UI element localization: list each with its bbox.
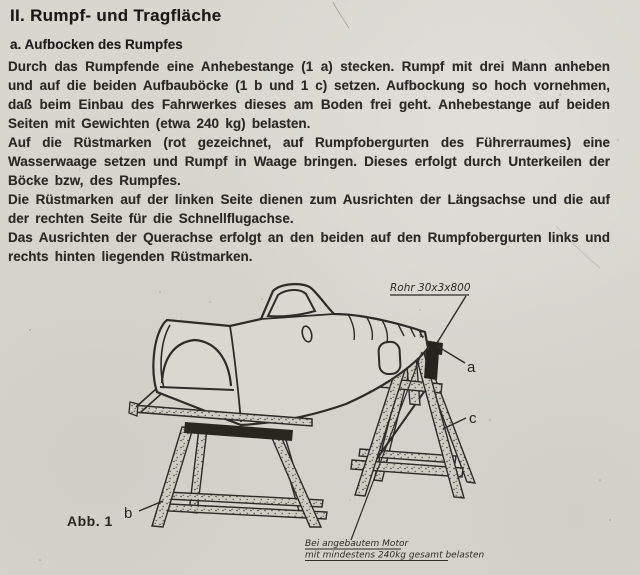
paragraph-3: Die Rüstmarken auf der linken Seite dienen zum Ausrichten der Längsachse und die auf der rechten Seite für die Schnellflugachse. [8,192,610,226]
load-note-line-2: mit mindestens 240kg gesamt belasten [305,550,485,561]
trestle-leg [415,352,464,498]
figure-caption: Abb. 1 [67,513,113,529]
tube-note-label: Rohr 30x3x800 [390,282,471,294]
skid-tip [129,402,138,416]
paragraph-2: Auf die Rüstmarken (rot gezeichnet, auf Rumpfobergurten des Führerraumes) eine Wasserwaage setzen und Rumpf in Waage bringen. Dieses erfolgt durch Unterkeilen der Böcke bzw, des Rumpfes. [8,135,610,188]
paragraph-1: Durch das Rumpfende eine Anhebestange (1 a) stecken. Rumpf mit drei Mann anheben und auf die beiden Aufbauböcke (1 b und 1 c) setzen. Aufbockung so hoch vornehmen, daß beim Einbau des Fahrwerkes dieses am Boden frei geht. Anhebestange auf beiden Seiten mit Gewichten (etwa 240 kg) belasten. [8,59,610,131]
load-note-line-1: Bei angebautem Motor [305,539,409,549]
paragraph-4: Das Ausrichten der Querachse erfolgt an den beiden auf den Rumpfobergurten links und rechts hinten liegenden Rüstmarken. [8,230,610,264]
figure-abb1 [60,270,580,575]
tiny-mark: t, [419,330,426,340]
section-heading: a. Aufbocken des Rumpfes [10,37,183,52]
part-label-c: c [469,410,477,427]
page-title: II. Rumpf- und Tragfläche [10,6,222,25]
part-label-b: b [124,505,133,522]
body-text [8,57,610,266]
tube-note-leader [437,296,466,343]
tube-clamp [424,350,439,380]
part-label-a: a [467,359,476,376]
